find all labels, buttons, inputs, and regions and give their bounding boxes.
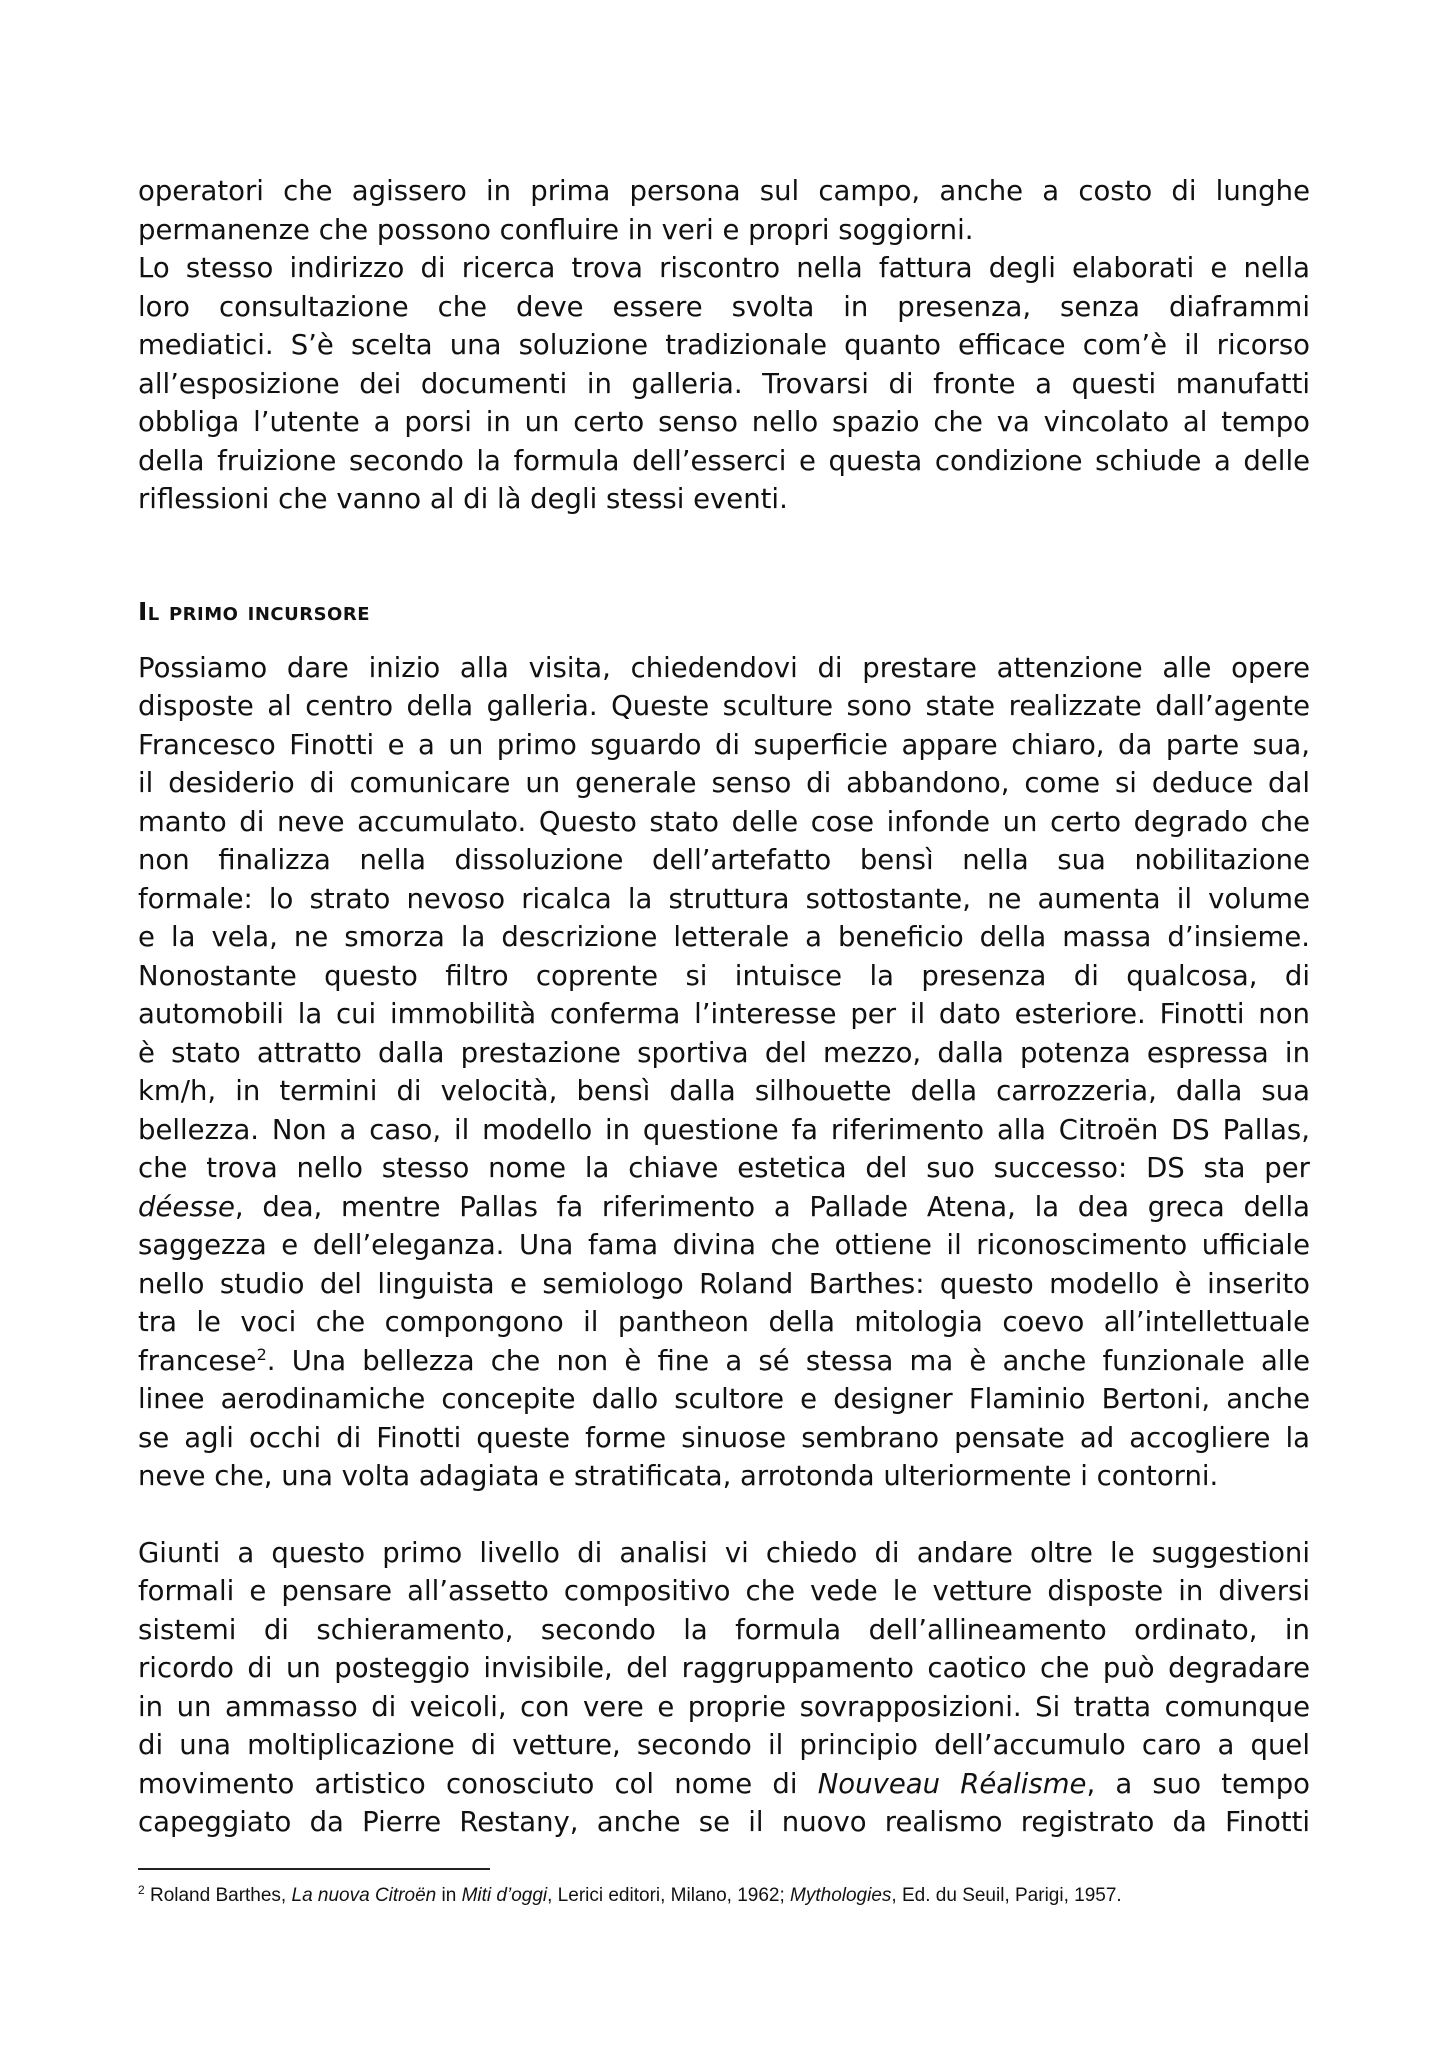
text-line: Nonostante questo filtro coprente si intuisce la presenza di qualcosa, di [138,959,1310,992]
text-line: movimento artistico conosciuto col nome di Nouveau Réalisme, a suo tempo [138,1767,1310,1800]
text-line: formali e pensare all’assetto compositivo che vede le vetture disposte in diversi [138,1575,1310,1607]
text-line: e la vela, ne smorza la descrizione letterale a beneficio della massa d’insieme. [138,921,1310,953]
text-line: sistemi di schieramento, secondo la formula dell’allineamento ordinato, in [138,1613,1310,1646]
footnote-reference[interactable]: 2 [256,1344,267,1364]
footnote: $^2$ Roland Barthes, La nuova Citroën in Miti d’oggi, Lerici editori, Milano, 1962; Mythologies, Ed. du Seuil, Parigi, 1957. [138,1883,1122,1906]
paragraph-finotti-sculptures [138,649,1310,1496]
text-line: km/h, in termini di velocità, bensì dalla silhouette della carrozzeria, dalla sua [138,1075,1310,1107]
text-line: nello studio del linguista e semiologo Roland Barthes: questo modello è inserito [138,1267,1310,1300]
footnote-title: La nuova Citroën [291,1885,437,1906]
text-line: all’esposizione dei documenti in galleria. Trovarsi di fronte a questi manufatti [138,367,1310,400]
text-line: Possiamo dare inizio alla visita, chiedendovi di prestare attenzione alle opere [138,651,1310,684]
italic-term-deesse: déesse [138,1190,235,1223]
continuation-paragraph [138,172,1310,249]
text-line: obbliga l’utente a porsi in un certo senso nello spazio che va vincolato al tempo [138,406,1310,438]
text-line: Lo stesso indirizzo di ricerca trova riscontro nella fattura degli elaborati e nella [138,252,1310,284]
footnote-number: 2 [138,1883,145,1897]
text-line: formale: lo strato nevoso ricalca la struttura sottostante, ne aumenta il volume [138,882,1310,915]
text-line: manto di neve accumulato. Questo stato delle cose infonde un certo degrado che [138,805,1310,838]
text-line: linee aerodinamiche concepite dallo scultore e designer Flaminio Bertoni, anche [138,1383,1310,1415]
text-line: in un ammasso di veicoli, con vere e proprie sovrapposizioni. Si tratta comunque [138,1690,1310,1723]
text-line: operatori che agissero in prima persona sul campo, anche a costo di lunghe [138,175,1310,207]
text-line: il desiderio di comunicare un generale senso di abbandono, come si deduce dal [138,767,1310,799]
section-heading: Il primo incursore [138,596,371,626]
text-line: saggezza e dell’eleganza. Una fama divina che ottiene il riconoscimento ufficiale [138,1229,1310,1261]
text-line: che trova nello stesso nome la chiave estetica del suo successo: DS sta per [138,1152,1310,1184]
text-line: loro consultazione che deve essere svolta in presenza, senza diaframmi [138,290,1310,323]
paragraph-composition [138,1534,1310,1842]
italic-term-nouveau-realisme: Nouveau Réalisme [817,1767,1087,1800]
text-line: ricordo di un posteggio invisibile, del raggruppamento caotico che può degradare [138,1652,1310,1684]
text-line: mediatici. S’è scelta una soluzione tradizionale quanto efficace com’è il ricorso [138,329,1310,361]
text-line: disposte al centro della galleria. Queste sculture sono state realizzate dall’agente [138,690,1310,722]
text-line: della fruizione secondo la formula dell’esserci e questa condizione schiude a delle [138,444,1310,477]
text-line: capeggiato da Pierre Restany, anche se il nuovo realismo registrato da Finotti [138,1806,1310,1838]
text-line: è stato attratto dalla prestazione sportiva del mezzo, dalla potenza espressa in [138,1036,1310,1069]
document-page [138,172,1310,1842]
text-line: non finalizza nella dissoluzione dell’artefatto bensì nella sua nobilitazione [138,844,1310,876]
text-line: automobili la cui immobilità conferma l’interesse per il dato esteriore. Finotti non [138,998,1310,1030]
text-line: bellezza. Non a caso, il modello in questione fa riferimento alla Citroën DS Pallas, [138,1113,1310,1146]
text-line: Francesco Finotti e a un primo sguardo di superficie appare chiaro, da parte sua, [138,728,1310,761]
text-line: francese$^2$. Una bellezza che non è fine a sé stessa ma è anche funzionale alle [138,1344,1310,1377]
text-line: permanenze che possono confluire in veri e propri soggiorni. [138,213,974,246]
footnote-title: Miti d’oggi [461,1885,548,1906]
text-line: riflessioni che vanno al di là degli stessi eventi. [138,483,788,515]
footnote-title: Mythologies [790,1885,892,1906]
text-line: se agli occhi di Finotti queste forme sinuose sembrano pensate ad accogliere la [138,1421,1310,1454]
text-line: déesse, dea, mentre Pallas fa riferimento a Pallade Atena, la dea greca della [138,1190,1310,1223]
paragraph-research-approach [138,249,1310,519]
text-line: tra le voci che compongono il pantheon della mitologia coevo all’intellettuale [138,1306,1310,1338]
text-line: neve che, una volta adagiata e stratificata, arrotonda ulteriormente i contorni. [138,1460,1219,1492]
text-line: Giunti a questo primo livello di analisi vi chiedo di andare oltre le suggestioni [138,1536,1310,1569]
text-line: di una moltiplicazione di vetture, secondo il principio dell’accumulo caro a quel [138,1729,1310,1761]
footnote-separator [138,1868,490,1870]
